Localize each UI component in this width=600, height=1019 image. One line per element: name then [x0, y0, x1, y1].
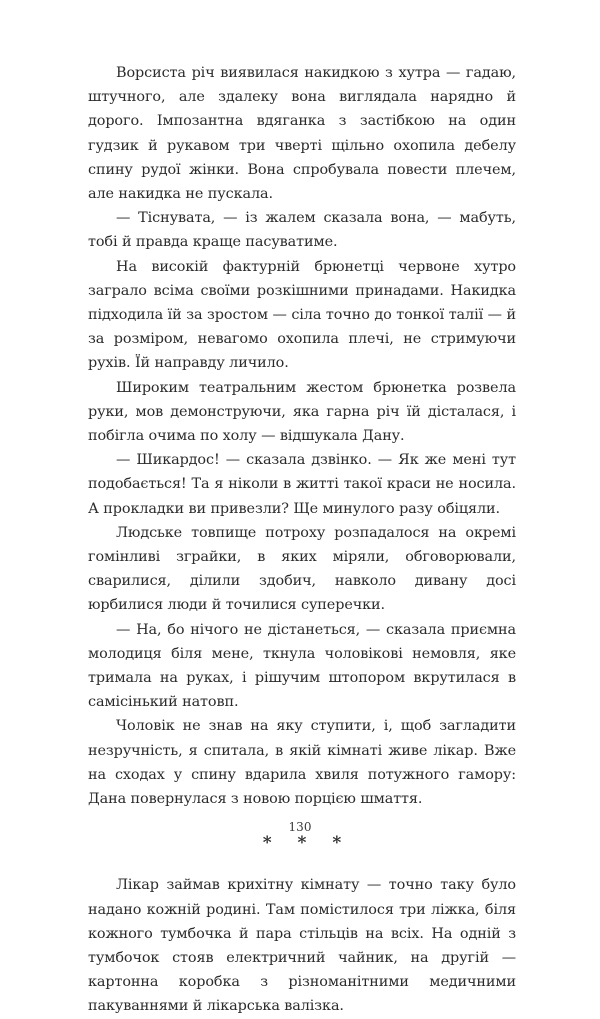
page-number: 130: [288, 820, 312, 834]
paragraph: На високій фактурній брюнетці червоне хутро заграло всіма своїми розкішними принадами. Накидка підходила їй за зростом — сіла точно до тонкої талії — й за розміром, невагомо охопила плечі, не стримуючи рухів. Їй направду личило.: [88, 258, 516, 372]
paragraph: Чоловік не знав на яку ступити, і, щоб загладити незручність, я спитала, в якій кімнаті живе лікар. Вже на сходах у спину вдарила хвиля потужного гамору: Дана повернулася з новою порцією шмаття.: [88, 718, 516, 808]
paragraph: Лікар займав крихітну кімнату — точно таку було надано кожній родині. Там помістилося три ліжка, біля кожного тумбочка й пара стільців на всіх. На одній з тумбочок стояв електричний чайник, на другій — картонна коробка з різноманітними медичними пакуваннями й лікарська валізка.: [88, 877, 516, 1015]
section-1: [88, 61, 516, 811]
section-divider: * * *: [262, 833, 352, 854]
paragraph: Людське товпище потроху розпадалося на окремі гомінливі зграйки, в яких міряли, обговорювали, сварилися, ділили здобич, навколо дивану досі юрбилися люди й точилися суперечки.: [88, 524, 516, 614]
page-body: [88, 61, 516, 1019]
section-2: [88, 873, 516, 1018]
paragraph: Ворсиста річ виявилася накидкою з хутра — гадаю, штучного, але здалеку вона виглядала нарядно й дорого. Імпозантна вдяганка з застібкою на один гудзик й рукавом три чверті щільно охопила дебелу спину рудої жінки. Вона спробувала повести плечем, але накидка не пускала.: [88, 65, 516, 203]
paragraph: — Тіснувата, — із жалем сказала вона, — мабуть, тобі й правда краще пасуватиме.: [88, 210, 516, 251]
paragraph: Широким театральним жестом брюнетка розвела руки, мов демонструючи, яка гарна річ їй дісталася, і побігла очима по холу — відшукала Дану.: [88, 379, 516, 445]
paragraph: — Шикардос! — сказала дзвінко. — Як же мені тут подобається! Та я ніколи в житті такої краси не носила. А прокладки ви привезли? Ще минулого разу обіцяли.: [88, 452, 516, 517]
paragraph: — На, бо нічого не дістанеться, — сказала приємна молодиця біля мене, ткнула чоловікові немовля, яке тримала на руках, і рішучим штопором вкрутилася в самісінький натовп.: [88, 621, 516, 711]
